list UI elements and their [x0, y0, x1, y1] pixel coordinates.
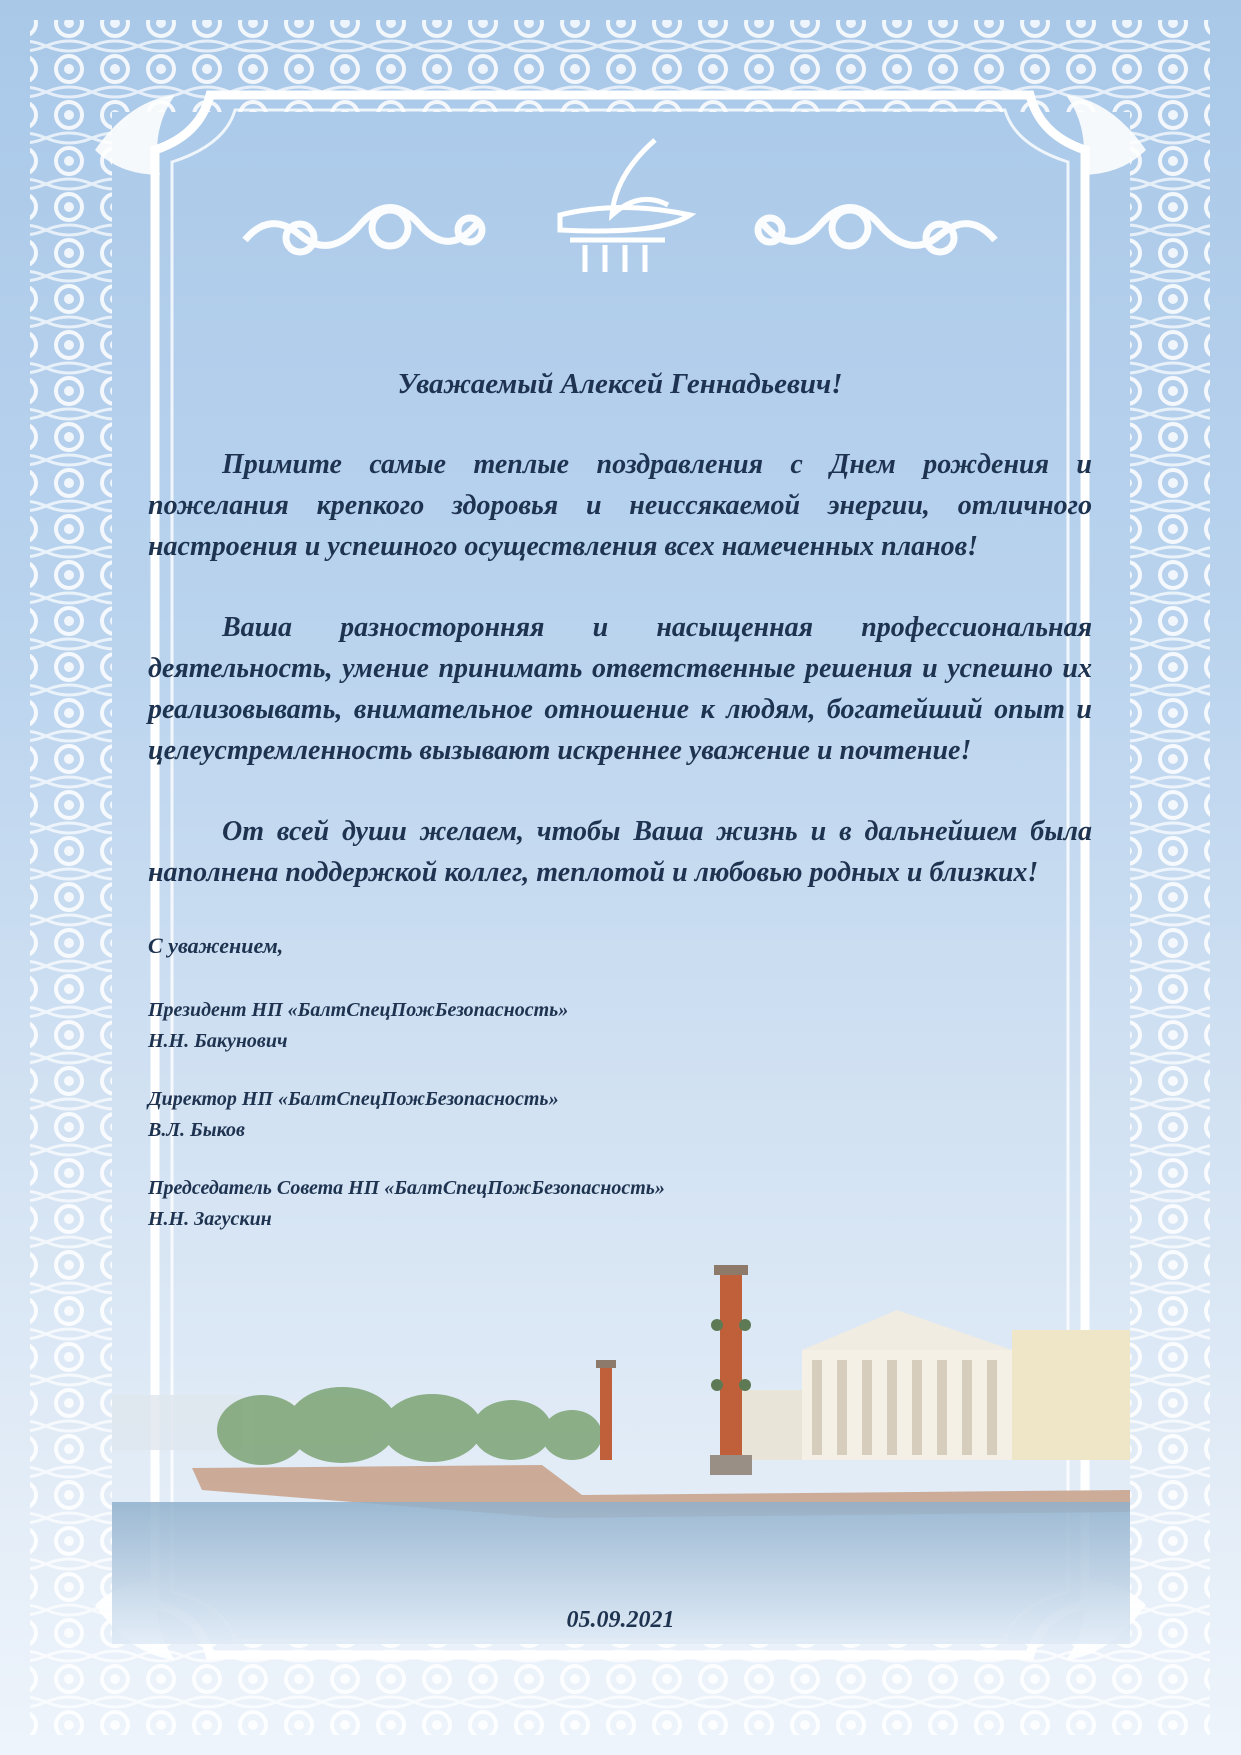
trees [217, 1387, 602, 1465]
signatory-director [148, 1084, 1092, 1146]
signatory-title: Президент НП «БалтСпецПожБезопасность» [148, 998, 569, 1021]
signatory-title: Директор НП «БалтСпецПожБезопасность» [148, 1087, 559, 1110]
letter-body [148, 355, 1092, 1262]
letter-date: 05.09.2021 [566, 1607, 675, 1633]
signatory-name: Н.Н. Загускин [148, 1207, 272, 1230]
st-petersburg-spit-rostral-columns [112, 1240, 1130, 1644]
signatory-title: Председатель Совета НП «БалтСпецПожБезопасность» [148, 1176, 665, 1199]
signatory-chairman [148, 1173, 1092, 1235]
signoff: С уважением, [148, 932, 284, 958]
greeting: Уважаемый Алексей Геннадьевич! [397, 368, 843, 400]
paragraph-praise: Ваша разносторонняя и насыщенная профессиональная деятельность, умение принимать ответственные решения и успешно их реализовывать, внимательное отношение к людям, богатейший опыт и целеустремленность вызывают искреннее уважение и почтение! [148, 611, 1092, 766]
paragraph-congratulations: Примите самые теплые поздравления с Днем рождения и пожелания крепкого здоровья и неиссякаемой энергии, отличного настроения и успешного осуществления всех намеченных планов! [148, 448, 1092, 562]
signatory-president [148, 995, 1092, 1057]
signatory-name: В.Л. Быков [148, 1118, 245, 1141]
signatory-name: Н.Н. Бакунович [148, 1029, 288, 1052]
exchange-building [722, 1310, 1130, 1460]
paragraph-wishes: От всей души желаем, чтобы Ваша жизнь и в дальнейшем была наполнена поддержкой коллег, теплотой и любовью родных и близких! [148, 815, 1092, 888]
